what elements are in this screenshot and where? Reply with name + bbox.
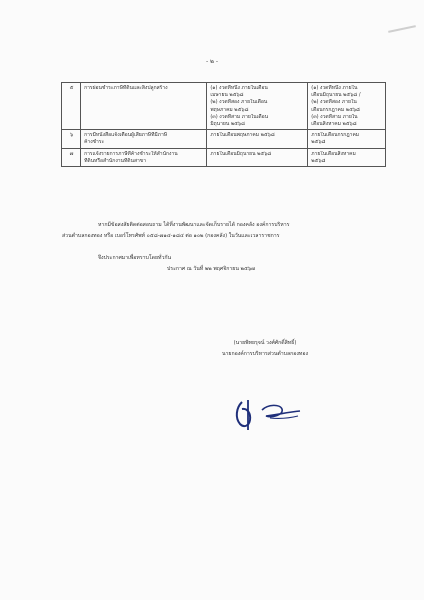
table-row [62, 148, 386, 166]
row-number: ๕ [62, 83, 81, 130]
cell-line: (๒) งวดที่สอง ภายใน [311, 99, 357, 106]
cell-line: (๑) งวดที่หนึ่ง ภายใน [311, 85, 358, 91]
cell-line: การผ่อนชำระภาษีที่ดินและสิ่งปลูกสร้าง [84, 85, 168, 91]
cell-line: เมษายน ๒๕๖๘ [210, 92, 244, 99]
cell-line: (๑) งวดที่หนึ่ง ภายในเดือน [210, 85, 268, 91]
cell-line: ภายในเดือนกรกฎาคม [311, 132, 360, 139]
row-due [308, 148, 386, 166]
row-number: ๗ [62, 148, 81, 166]
row-period [207, 148, 308, 166]
row-item [81, 148, 207, 166]
row-period [207, 130, 308, 148]
cell-line: เดือนสิงหาคม ๒๕๖๘ [311, 121, 357, 128]
row-due [308, 83, 386, 130]
contact-paragraph-line-1: หากมีข้อสงสัยติดต่อสอบถาม ได้ที่งานพัฒนาและจัดเก็บรายได้ กองคลัง องค์การบริหาร [98, 222, 290, 228]
row-number: ๖ [62, 130, 81, 148]
table-row [62, 83, 386, 130]
cell-line: (๓) งวดที่สาม ภายในเดือน [210, 113, 269, 120]
signature-image [228, 396, 308, 436]
row-item [81, 130, 207, 148]
row-period [207, 83, 308, 130]
scan-mark [388, 25, 416, 33]
cell-line: การแจ้งรายการภาษีที่ค้างชำระให้สำนักงาน [84, 150, 178, 157]
schedule-table [61, 82, 386, 167]
row-due [308, 130, 386, 148]
cell-line: ภายในเดือนพฤษภาคม ๒๕๖๘ [210, 132, 275, 139]
signer-name: (นายพิทยรุจน์ วงศ์ศักดิ์สิทธิ์) [233, 340, 297, 346]
cell-line: ภายในเดือนมิถุนายน ๒๕๖๘ [210, 150, 272, 157]
cell-line: (๓) งวดที่สาม ภายใน [311, 113, 358, 120]
cell-line: มิถุนายน ๒๕๖๘ [210, 121, 245, 128]
table-row [62, 130, 386, 148]
cell-line: (๒) งวดที่สอง ภายในเดือน [210, 99, 268, 106]
row-item [81, 83, 207, 130]
cell-line: ๒๕๖๘ [311, 157, 326, 164]
cell-line: ภายในเดือนสิงหาคม [311, 150, 356, 157]
contact-paragraph-line-2: ส่วนตำบลกองทอง หรือ เบอร์โทรศัพท์ ๐๕๘-๗๑๔-๑๘๔ ต่อ ๑๐๒ (กองคลัง) ในวันและเวลาราชการ [62, 233, 280, 239]
cell-line: การมีหนังสือแจ้งเตือนผู้เสียภาษีที่มีภาษี [84, 132, 168, 139]
date-line: ประกาศ ณ วันที่ ๒๒ พฤศจิกายน ๒๕๖๗ [167, 266, 256, 272]
page-number: - ๒ - [205, 58, 219, 65]
cell-line: ๒๕๖๘ [311, 139, 326, 146]
cell-line: พฤษภาคม ๒๕๖๘ [210, 106, 249, 113]
cell-line: ที่ดินหรือสำนักงานที่ดินสาขา [84, 157, 147, 164]
cell-line: ค้างชำระ [84, 139, 105, 146]
announce-text: จึงประกาศมาเพื่อทราบโดยทั่วกัน [98, 255, 172, 261]
cell-line: เดือนกรกฎาคม ๒๕๖๘ [311, 106, 360, 113]
signer-title: นายกองค์การบริหารส่วนตำบลกองทอง [221, 351, 309, 357]
cell-line: เดือนมิถุนายน ๒๕๖๘ / [311, 92, 361, 99]
